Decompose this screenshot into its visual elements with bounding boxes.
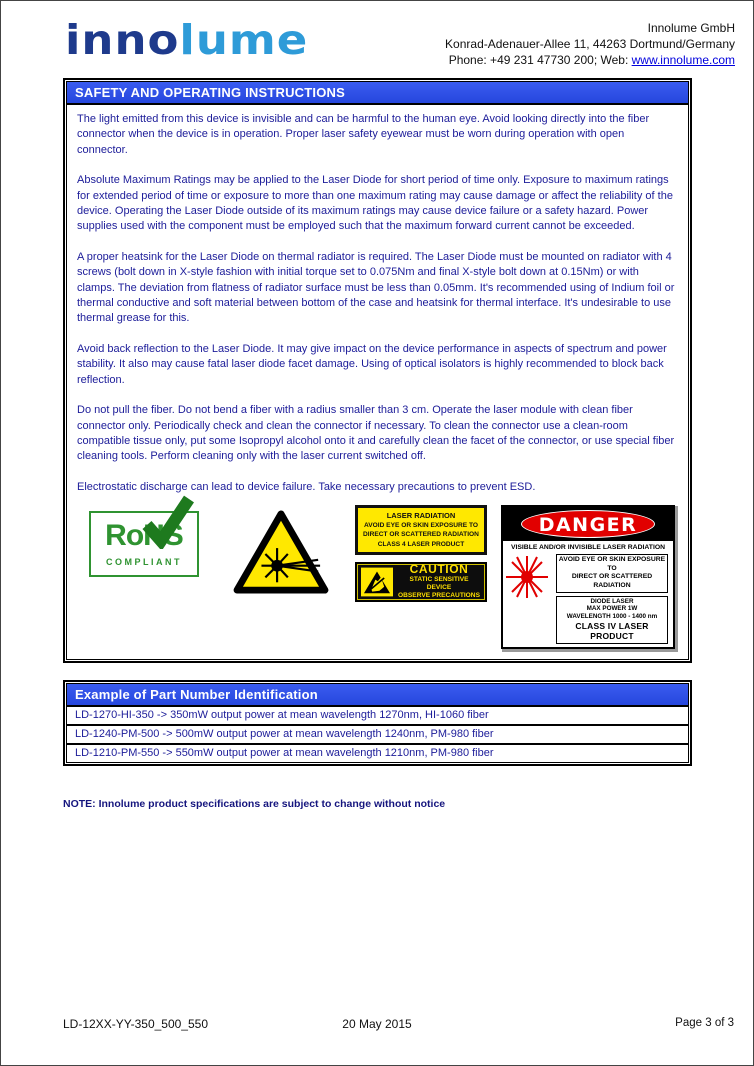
caution-text-block [397, 563, 481, 601]
esd-warning-icon [361, 567, 393, 597]
laser-starburst-icon [504, 554, 550, 600]
safety-section [63, 78, 692, 663]
safety-paragraph: A proper heatsink for the Laser Diode on thermal radiator is required. The Laser Diode must be mounted on radiator with 4 screws (bolt down in X-style fashion with initial torque set to 0.075Nm and final X-style bolt down at 0.15Nm) or with clamps. The deviation from flatness of radiator surface must be less than 0.05mm. It's recommended using of Indium foil or thermal conductive and soft material between bottom of the case and heatsink for thermal interface. It's undesirable to use thermal grease for this. [77, 250, 675, 325]
footer-page-number: Page 3 of 3 [675, 1017, 734, 1029]
footer-date: 20 May 2015 [342, 1017, 412, 1031]
laser-radiation-label [355, 505, 487, 555]
rohs-checkmark-icon [139, 493, 195, 549]
danger-line: MAX POWER 1W [586, 605, 638, 613]
rohs-label: RoHS [105, 519, 183, 553]
part-number-row: LD-1210-PM-550 -> 550mW output power at mean wavelength 1210nm, PM-980 fiber [75, 747, 494, 760]
company-contact-block [445, 17, 735, 68]
danger-class-line: CLASS IV LASER PRODUCT [575, 621, 649, 642]
laser-radiation-title: LASER RADIATION [386, 511, 456, 521]
middle-labels-stack [355, 505, 487, 602]
caution-line: STATIC SENSITIVE DEVICE [409, 575, 469, 592]
note-text: NOTE: Innolume product specifications are subject to change without notice [63, 798, 446, 811]
company-address: Konrad-Adenauer-Allee 11, 44263 Dortmund/Germany [445, 37, 735, 51]
part-number-section [63, 680, 692, 766]
danger-specs-box [556, 596, 668, 645]
safety-paragraph: The light emitted from this device is invisible and can be harmful to the human eye. Avoid looking directly into the fiber connector when the device is in operation. Proper laser safety eyewear must be worn during operation with open connector. [77, 113, 650, 156]
safety-section-title: SAFETY AND OPERATING INSTRUCTIONS [67, 82, 688, 105]
company-name: Innolume GmbH [647, 21, 735, 35]
part-number-row: LD-1270-HI-350 -> 350mW output power at mean wavelength 1270nm, HI-1060 fiber [67, 707, 688, 726]
laser-radiation-line: AVOID EYE OR SKIN EXPOSURE TO [363, 522, 479, 530]
website-link[interactable]: www.innolume.com [631, 53, 735, 67]
danger-label [501, 505, 675, 649]
rohs-compliant-label: COMPLIANT [106, 557, 182, 568]
logo-text-dark: inno [65, 15, 180, 64]
part-number-section-title: Example of Part Number Identification [67, 684, 688, 707]
caution-title: CAUTION [409, 561, 469, 576]
laser-radiation-line: CLASS 4 LASER PRODUCT [377, 540, 465, 548]
safety-paragraph: Avoid back reflection to the Laser Diode. It may give impact on the device performance in aspects of spectrum and power stability. It also may cause fatal laser diode facet damage. Using of optical isolators is highly recommended to block back reflection. [77, 342, 667, 386]
safety-section-body [67, 105, 688, 659]
danger-body [503, 541, 673, 647]
safety-paragraph: Electrostatic discharge can lead to device failure. Take necessary precautions to prevent ESD. [77, 480, 536, 493]
safety-paragraph: Do not pull the fiber. Do not bend a fiber with a radius smaller than 3 cm. Operate the laser module with clean fiber connector only. Periodically check and clean the connector if necessary. To clean the connector use a clean-room compatible tissue only, put some Isopropyl alcohol onto it and carefully clean the facet of the connector, or use special fiber cleaning tools. Perform cleaning only with the laser current switched off. [77, 404, 675, 463]
part-number-frame [66, 683, 689, 763]
danger-exposure-box [556, 554, 668, 592]
safety-paragraph: Absolute Maximum Ratings may be applied to the Laser Diode for short period of time only. Exposure to maximum ratings for extended period of time or exposure to more than one maximum rating may cause damage or affect the reliability of the device. Operating the Laser Diode outside of its maximum ratings may cause device failure or a safety hazard. Power supplies used with the component must be employed such that the maximum forward current cannot be exceeded. [77, 174, 673, 233]
logo-text-light: lume [179, 15, 309, 64]
page-header [65, 17, 735, 68]
phone-label: Phone: +49 231 47730 200; Web: [448, 53, 632, 67]
danger-line: AVOID EYE OR SKIN EXPOSURE TO [558, 556, 666, 572]
company-phone-web [445, 52, 735, 68]
danger-line: VISIBLE AND/OR INVISIBLE LASER RADIATION [510, 544, 666, 552]
laser-radiation-line: DIRECT OR SCATTERED RADIATION [363, 531, 479, 539]
part-number-row: LD-1240-PM-500 -> 500mW output power at mean wavelength 1240nm, PM-980 fiber [67, 726, 688, 745]
danger-line: DIODE LASER [590, 597, 634, 605]
danger-title: DANGER [521, 510, 655, 538]
safety-section-frame [66, 81, 689, 660]
caution-line: OBSERVE PRECAUTIONS [398, 592, 480, 600]
rohs-compliant-badge [89, 511, 199, 577]
esd-caution-label [355, 562, 487, 602]
danger-band [503, 507, 673, 541]
danger-line: DIRECT OR SCATTERED RADIATION [571, 573, 653, 589]
danger-line: WAVELENGTH 1000 - 1400 nm [566, 612, 658, 620]
footer-document-id: LD-12XX-YY-350_500_550 [63, 1017, 209, 1031]
innolume-logo [65, 17, 308, 63]
laser-warning-triangle-icon [231, 509, 331, 595]
warning-labels-row [89, 503, 678, 649]
